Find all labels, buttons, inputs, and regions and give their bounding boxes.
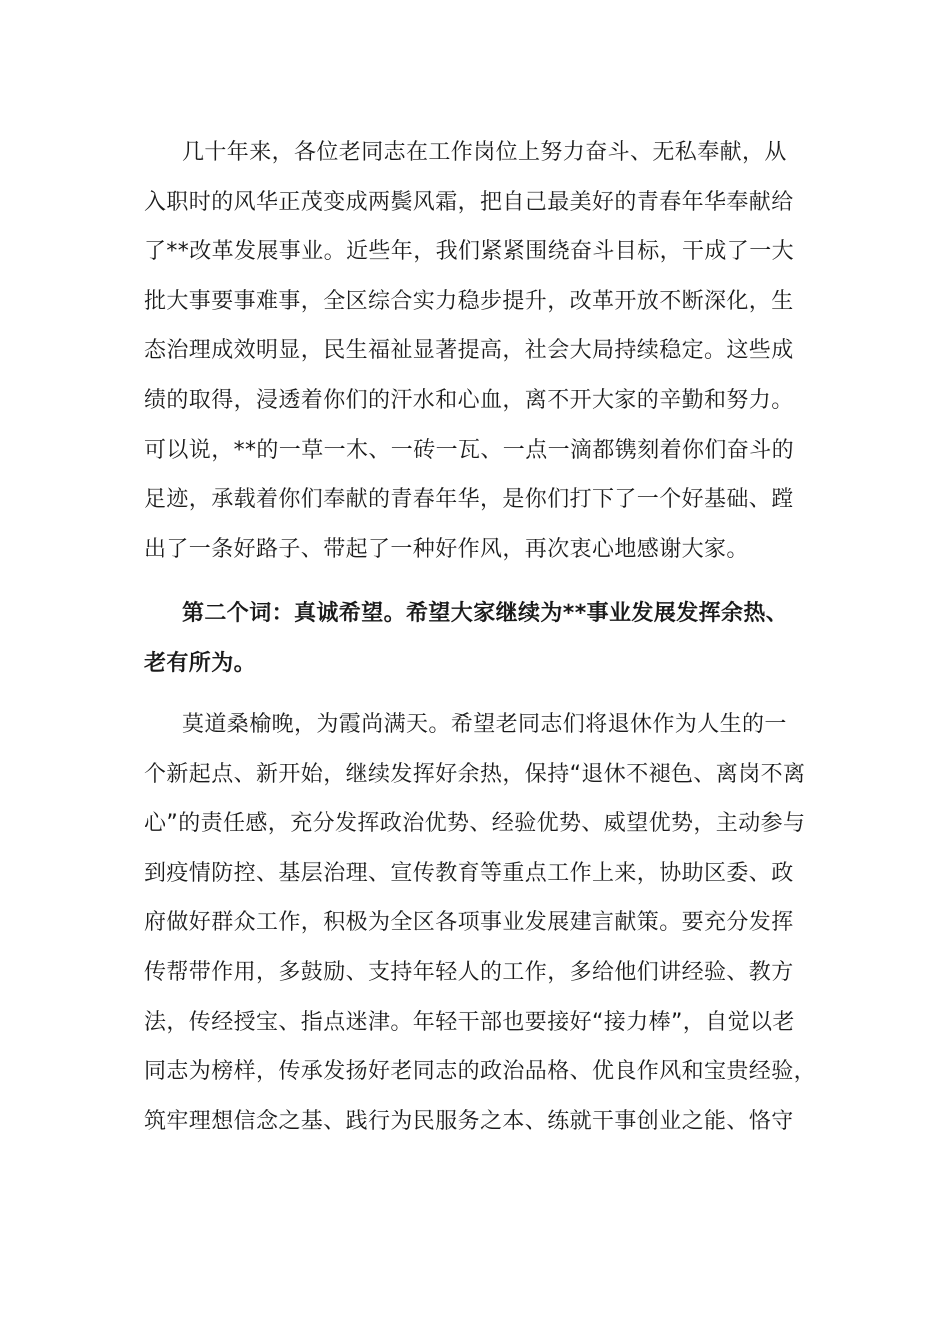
paragraph-line: 足迹，承载着你们奉献的青春年华，是你们打下了一个好基础、蹚 <box>144 487 794 513</box>
paragraph-line: 传帮带作用，多鼓励、支持年轻人的工作，多给他们讲经验、教方 <box>144 959 794 985</box>
paragraph-line: 同志为榜样，传承发扬好老同志的政治品格、优良作风和宝贵经验， <box>144 1059 817 1085</box>
paragraph-line: 出了一条好路子、带起了一种好作风，再次衷心地感谢大家。 <box>144 536 749 562</box>
paragraph-line: 批大事要事难事，全区综合实力稳步提升，改革开放不断深化，生 <box>144 288 794 314</box>
paragraph-line: 个新起点、新开始，继续发挥好余热，保持“退休不褪色、离岗不离 <box>144 761 806 787</box>
paragraph-hope <box>144 700 824 1146</box>
paragraph-line: 筑牢理想信念之基、践行为民服务之本、练就干事创业之能、恪守 <box>144 1108 794 1134</box>
heading-line: 老有所为。 <box>144 650 257 676</box>
paragraph-line: 法，传经授宝、指点迷津。年轻干部也要接好“接力棒”，自觉以老 <box>144 1009 795 1035</box>
paragraph-gratitude <box>144 128 824 574</box>
paragraph-line: 态治理成效明显，民生福祉显著提高，社会大局持续稳定。这些成 <box>144 338 794 364</box>
paragraph-line: 了**改革发展事业。近些年，我们紧紧围绕奋斗目标，干成了一大 <box>144 239 795 265</box>
section-heading <box>144 589 824 688</box>
paragraph-line: 莫道桑榆晚，为霞尚满天。希望老同志们将退休作为人生的一 <box>182 712 787 737</box>
paragraph-line: 到疫情防控、基层治理、宣传教育等重点工作上来，协助区委、政 <box>144 860 794 886</box>
paragraph-line: 入职时的风华正茂变成两鬓风霜，把自己最美好的青春年华奉献给 <box>144 189 794 215</box>
paragraph-line: 绩的取得，浸透着你们的汗水和心血，离不开大家的辛勤和努力。 <box>144 387 794 413</box>
paragraph-line: 可以说，**的一草一木、一砖一瓦、一点一滴都镌刻着你们奋斗的 <box>144 437 795 463</box>
paragraph-line: 几十年来，各位老同志在工作岗位上努力奋斗、无私奉献，从 <box>182 140 787 165</box>
paragraph-line: 心”的责任感，充分发挥政治优势、经验优势、威望优势，主动参与 <box>144 811 806 837</box>
heading-line: 第二个词：真诚希望。希望大家继续为**事业发展发挥余热、 <box>182 601 789 626</box>
paragraph-line: 府做好群众工作，积极为全区各项事业发展建言献策。要充分发挥 <box>144 910 794 936</box>
